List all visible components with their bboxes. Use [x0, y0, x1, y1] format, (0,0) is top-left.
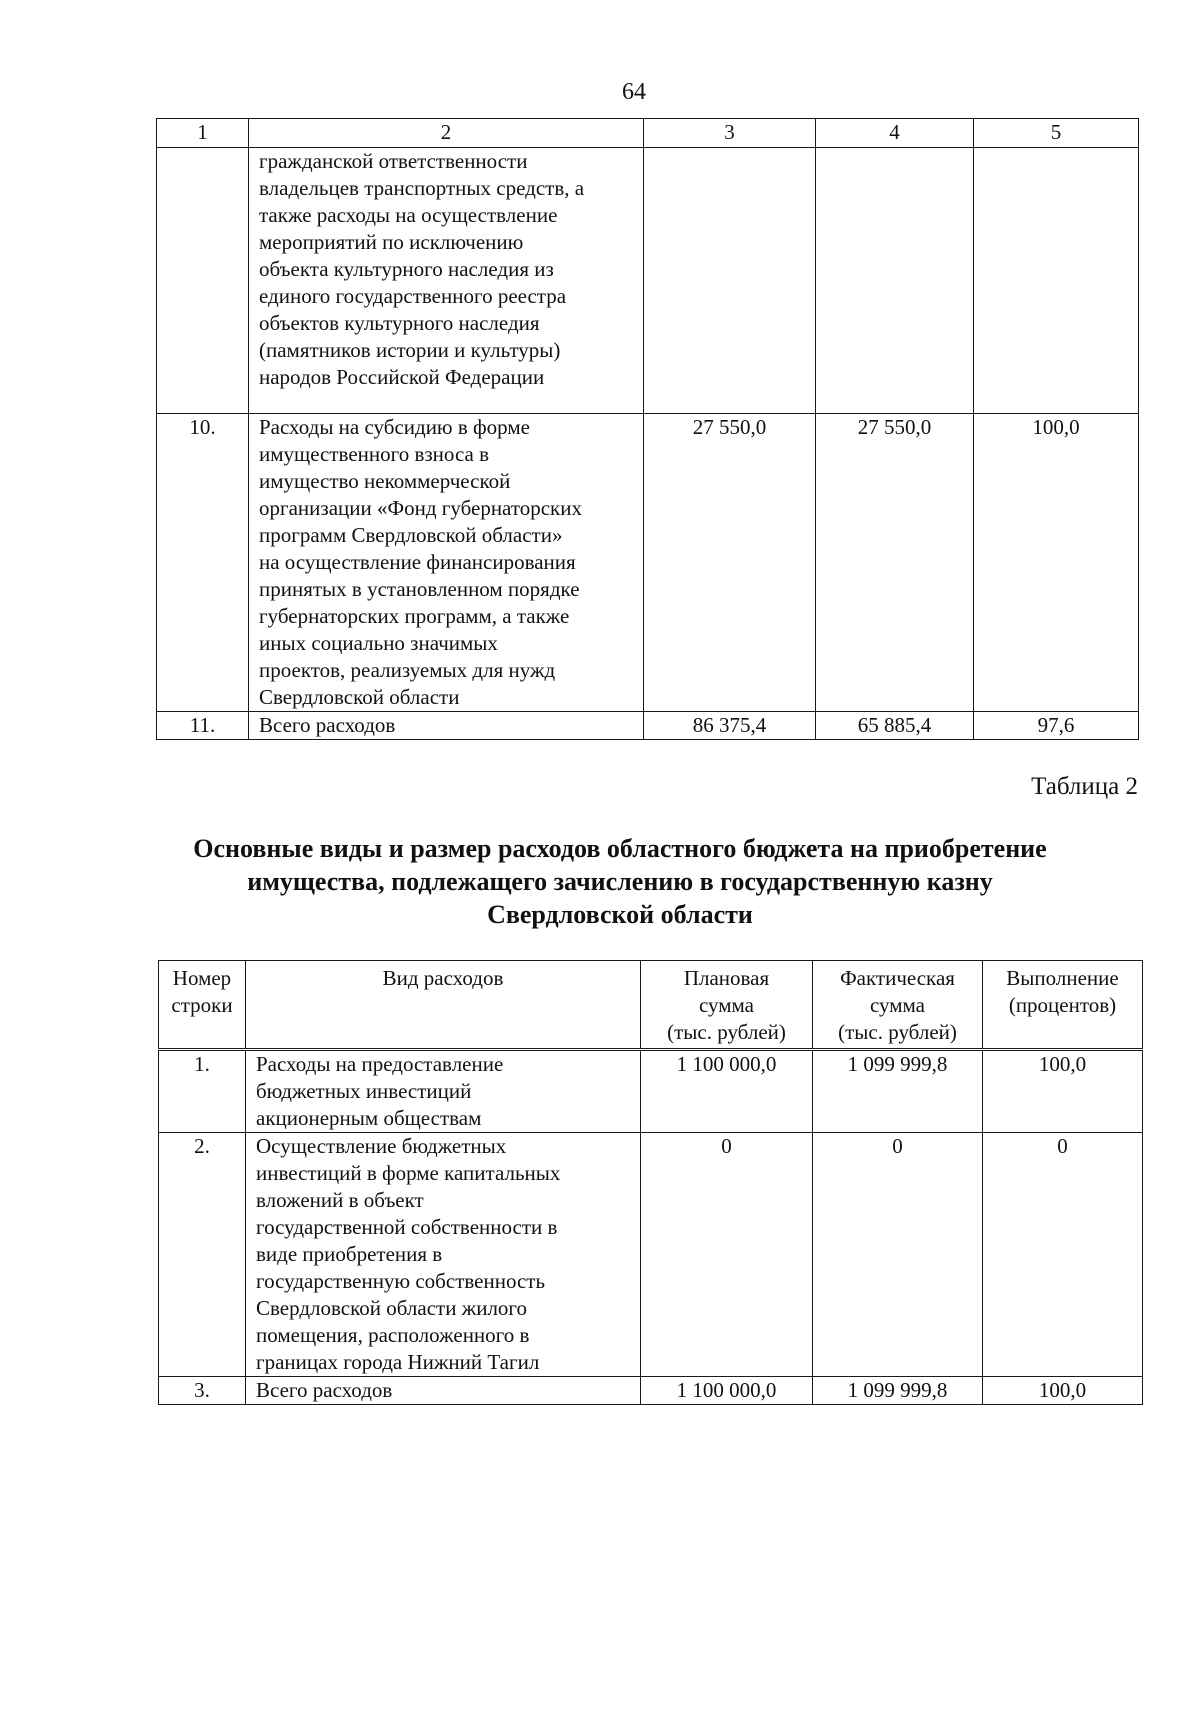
expense-description: Расходы на предоставление бюджетных инвестиций акционерным обществам	[246, 1050, 641, 1133]
table-title: Основные виды и размер расходов областного бюджета на приобретение имущества, подлежащего зачислению в государственную казну Свердловской области	[193, 834, 1047, 929]
completion-percent: 100,0	[983, 1050, 1143, 1133]
actual-amount: 1 099 999,8	[813, 1050, 983, 1133]
planned-amount: 27 550,0	[644, 414, 816, 712]
row-number: 3.	[159, 1377, 246, 1405]
planned-amount: 1 100 000,0	[641, 1050, 813, 1133]
table-row-total	[157, 712, 1139, 740]
planned-amount	[644, 148, 816, 414]
row-number: 2.	[159, 1133, 246, 1377]
row-number	[157, 148, 249, 414]
completion-percent	[974, 148, 1139, 414]
table-row	[157, 414, 1139, 712]
planned-amount: 1 100 000,0	[641, 1377, 813, 1405]
completion-percent: 100,0	[983, 1377, 1143, 1405]
planned-amount: 0	[641, 1133, 813, 1377]
expense-description: Осуществление бюджетных инвестиций в форме капитальных вложений в объект государственной собственности в виде приобретения в государственную собственность Свердловской области жилого помещения, расположенного в границах города Нижний Тагил	[246, 1133, 641, 1377]
completion-percent: 0	[983, 1133, 1143, 1377]
row-number: 10.	[157, 414, 249, 712]
planned-amount: 86 375,4	[644, 712, 816, 740]
table-row-total	[159, 1377, 1143, 1405]
expense-description: гражданской ответственности владельцев транспортных средств, а также расходы на осуществление мероприятий по исключению объекта культурного наследия из единого государственного реестра объектов культурного наследия (памятников истории и культуры) народов Российской Федерации	[249, 148, 644, 414]
header-completion: Выполнение (процентов)	[983, 961, 1143, 1050]
table-header-row	[159, 961, 1143, 1050]
column-number: 5	[974, 119, 1139, 148]
table-label: Таблица 2	[1031, 773, 1138, 800]
page-number: 64	[622, 79, 646, 105]
actual-amount: 65 885,4	[816, 712, 974, 740]
actual-amount: 27 550,0	[816, 414, 974, 712]
header-actual-amount: Фактическая сумма (тыс. рублей)	[813, 961, 983, 1050]
property-expenses-table	[158, 960, 1143, 1405]
completion-percent: 100,0	[974, 414, 1139, 712]
expenses-table-continued	[156, 118, 1139, 740]
table-row	[159, 1050, 1143, 1133]
column-number: 3	[644, 119, 816, 148]
column-number: 4	[816, 119, 974, 148]
column-number: 1	[157, 119, 249, 148]
column-number-row	[157, 119, 1139, 148]
expense-description: Всего расходов	[246, 1377, 641, 1405]
expense-description: Всего расходов	[249, 712, 644, 740]
column-number: 2	[249, 119, 644, 148]
header-row-number: Номер строки	[159, 961, 246, 1050]
expense-description: Расходы на субсидию в форме имущественного взноса в имущество некоммерческой организации «Фонд губернаторских программ Свердловской области» на осуществление финансирования принятых в установленном порядке губернаторских программ, а также иных социально значимых проектов, реализуемых для нужд Свердловской области	[249, 414, 644, 712]
row-number: 11.	[157, 712, 249, 740]
row-number: 1.	[159, 1050, 246, 1133]
table-row	[159, 1133, 1143, 1377]
actual-amount: 1 099 999,8	[813, 1377, 983, 1405]
table-row	[157, 148, 1139, 414]
header-planned-amount: Плановая сумма (тыс. рублей)	[641, 961, 813, 1050]
actual-amount: 0	[813, 1133, 983, 1377]
completion-percent: 97,6	[974, 712, 1139, 740]
header-expense-type: Вид расходов	[246, 961, 641, 1050]
actual-amount	[816, 148, 974, 414]
